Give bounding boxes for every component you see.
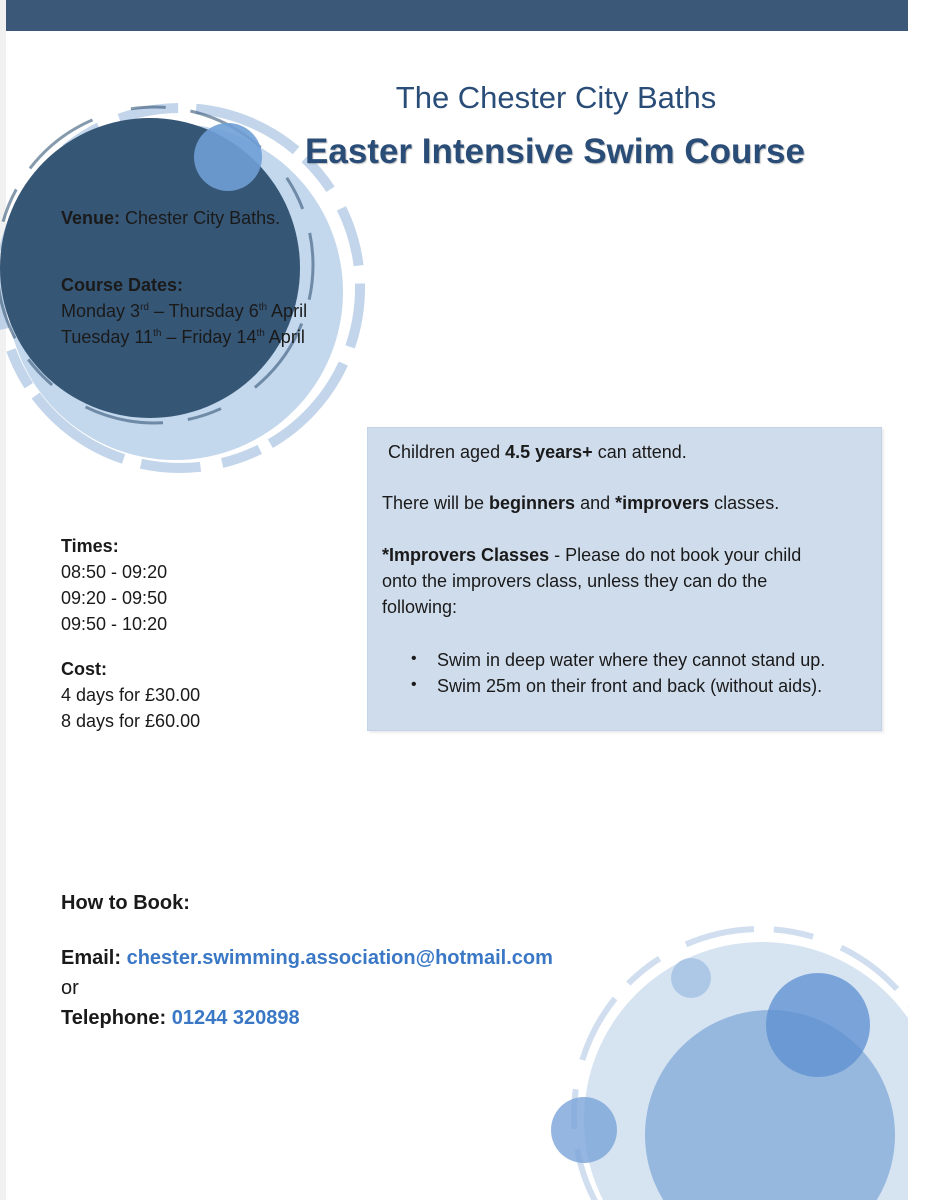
telephone-line [61,1005,300,1031]
telephone-link[interactable]: 01244 320898 [171,1007,300,1029]
bubble-left-bottom [551,1097,617,1163]
small-bubble-top-right [671,958,711,998]
telephone-label: Telephone: [61,1007,167,1029]
improvers-note-line-2: onto the improvers class, unless they can do the [382,571,768,591]
page-title: The Chester City Baths [395,80,717,115]
email-line [61,945,553,971]
age-requirement: Children aged 4.5 years+ can attend. [388,442,687,462]
venue-label: Venue: [61,208,121,228]
time-slot: 09:20 - 09:50 [61,588,168,608]
cost-option: 8 days for £60.00 [61,711,201,731]
time-slot: 09:50 - 10:20 [61,614,168,634]
bullet-icon: • [411,650,417,667]
blue-bubble-upper-right [766,973,870,1077]
small-bubble-top [194,123,262,191]
improvers-note-line-3: following: [382,597,458,617]
dates-line-1: Monday 3rd – Thursday 6th April [61,301,308,321]
time-slot: 08:50 - 09:20 [61,562,168,582]
venue-line [61,205,280,231]
booking-heading: How to Book: [61,892,190,914]
course-title: Easter Intensive Swim Course [305,132,805,171]
times-label: Times: [61,536,119,556]
cost-option: 4 days for £30.00 [61,685,201,705]
email-link[interactable]: chester.swimming.association@hotmail.com [126,947,553,969]
bullet-icon: • [411,676,417,693]
info-box [367,427,882,731]
cost-label: Cost: [61,659,107,679]
email-label: Email: [61,947,122,969]
class-types: There will be beginners and *improvers classes. [382,493,780,513]
requirement-item: Swim in deep water where they cannot stand up. [437,650,826,670]
requirement-item: Swim 25m on their front and back (without aids). [437,676,823,696]
venue-value: Chester City Baths. [125,208,281,228]
dates-label: Course Dates: [61,275,184,295]
improvers-note-line-1: *Improvers Classes - Please do not book your child [382,545,802,565]
or-text: or [61,977,79,999]
dates-line-2: Tuesday 11th – Friday 14th April [61,327,305,347]
right-gutter [908,0,943,1200]
